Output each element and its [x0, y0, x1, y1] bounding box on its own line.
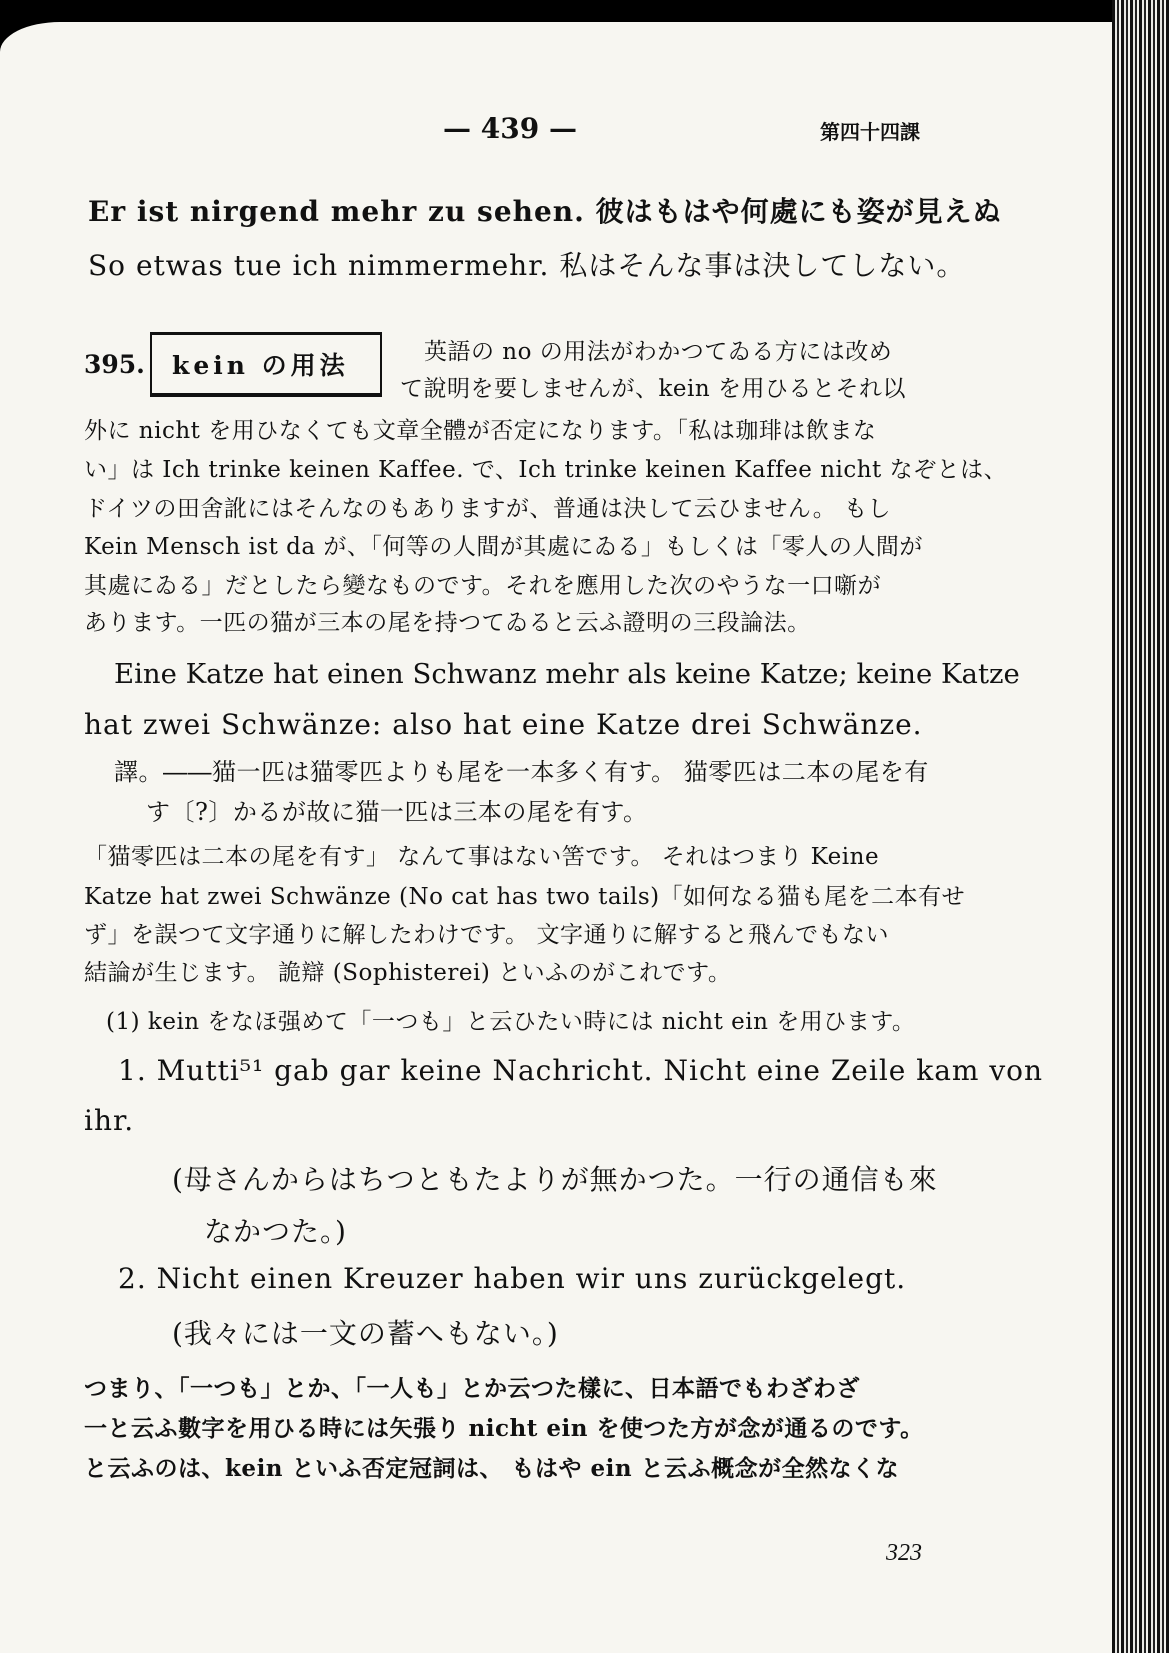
text-line-1: Er ist nirgend mehr zu sehen. 彼はもはや何處にも姿が見えぬ — [88, 195, 1002, 228]
chapter-header: 第四十四課 — [820, 120, 920, 144]
text-line-4: て說明を要しませんが、kein を用ひるとそれ以 — [400, 376, 907, 402]
section-title-box — [150, 333, 382, 395]
section-number: 395. — [84, 350, 145, 379]
text-line-8: Kein Mensch ist da が、「何等の人間が其處にゐる」もしくは「零人の人間が — [84, 534, 923, 560]
section-title: kein の用法 — [172, 351, 349, 380]
text-line-11: Eine Katze hat einen Schwanz mehr als keine Katze; keine Katze — [114, 658, 1020, 690]
text-line-5: 外に nicht を用ひなくても文章全體が否定になります。「私は珈琲は飲まな — [84, 418, 877, 444]
text-line-22: (母さんからはちつともたよりが無かつた。一行の通信も來 — [172, 1163, 938, 1196]
text-line-20: 1. Mutti⁵¹ gab gar keine Nachricht. Nicht eine Zeile kam von — [118, 1054, 1044, 1087]
text-line-27: 一と云ふ數字を用ひる時には矢張り nicht ein を使つた方が念が通るのです。 — [84, 1415, 924, 1442]
text-line-21: ihr. — [84, 1104, 135, 1137]
text-line-12: hat zwei Schwänze: also hat eine Katze drei Schwänze. — [84, 708, 923, 741]
text-line-16: Katze hat zwei Schwänze (No cat has two tails)「如何なる猫も尾を二本有せ — [84, 884, 966, 910]
text-line-23: なかつた。) — [204, 1215, 347, 1248]
page-number-header: — 439 — — [443, 112, 577, 145]
text-line-10: あります。一匹の猫が三本の尾を持つてゐると云ふ證明の三段論法。 — [84, 610, 811, 636]
text-line-26: つまり、「一つも」とか、「一人も」とか云つた樣に、日本語でもわざわざ — [84, 1375, 860, 1402]
text-line-2: So etwas tue ich nimmermehr. 私はそんな事は決してしない。 — [88, 249, 966, 282]
text-line-13: 譯。――猫一匹は猫零匹よりも尾を一本多く有す。 猫零匹は二本の尾を有 — [114, 758, 929, 786]
text-line-7: ドイツの田舍訛にはそんなのもありますが、普通は決して云ひません。 もし — [84, 496, 892, 522]
text-line-28: と云ふのは、kein といふ否定冠詞は、 もはや ein と云ふ概念が全然なくな — [84, 1455, 900, 1482]
footer-page-number: 323 — [886, 1540, 922, 1566]
text-line-9: 其處にゐる」だとしたら變なものです。それを應用した次のやうな一口噺が — [84, 573, 882, 599]
page-stack-edge — [1112, 0, 1169, 1653]
text-line-3: 英語の no の用法がわかつてゐる方には改め — [424, 339, 893, 365]
text-line-25: (我々には一文の蓄へもない。) — [172, 1317, 559, 1350]
text-line-24: 2. Nicht einen Kreuzer haben wir uns zurückgelegt. — [118, 1262, 907, 1295]
text-line-14: す〔?〕かるが故に猫一匹は三本の尾を有す。 — [146, 798, 648, 826]
text-line-17: ず」を誤つて文字通りに解したわけです。 文字通りに解すると飛んでもない — [84, 922, 889, 948]
text-line-15: 「猫零匹は二本の尾を有す」 なんて事はない筈です。 それはつまり Keine — [84, 844, 880, 870]
text-line-18: 結論が生じます。 詭辯 (Sophisterei) といふのがこれです。 — [84, 960, 732, 986]
text-line-6: い」は Ich trinke keinen Kaffee. で、Ich trinke keinen Kaffee nicht なぞとは、 — [84, 457, 1008, 483]
text-line-19: (1) kein をなほ强めて「一つも」と云ひたい時には nicht ein を用ひます。 — [106, 1009, 916, 1035]
